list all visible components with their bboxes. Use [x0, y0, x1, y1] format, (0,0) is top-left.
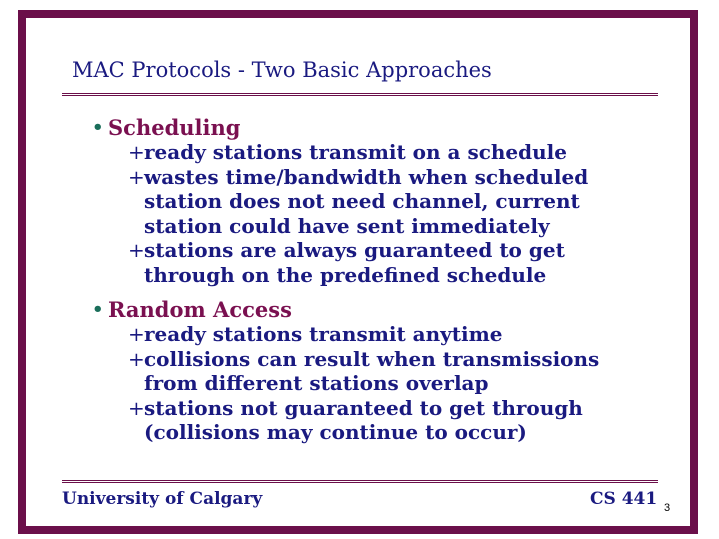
footer-university: University of Calgary: [62, 489, 263, 509]
list-item-text: ready stations transmit anytime: [144, 322, 503, 346]
bullet-icon: •: [92, 299, 104, 320]
list-item: [92, 347, 652, 396]
slide-title: MAC Protocols - Two Basic Approaches: [72, 58, 492, 82]
list-item: [92, 140, 652, 165]
bullet-heading: [92, 115, 652, 140]
list-item-text: wastes time/bandwidth when scheduled station does not need channel, current station could have sent immediately: [144, 164, 589, 238]
list-item-text: stations are always guaranteed to get through on the predefined schedule: [144, 238, 565, 287]
bullet-heading: [92, 297, 652, 322]
plus-icon: +: [128, 322, 145, 346]
title-divider: [62, 93, 658, 96]
plus-icon: +: [128, 238, 145, 262]
list-item-text: collisions can result when transmissions from different stations overlap: [144, 346, 600, 395]
list-item-text: ready stations transmit on a schedule: [144, 140, 567, 164]
plus-icon: +: [128, 395, 145, 420]
bullet-icon: •: [92, 117, 104, 138]
footer-divider: [62, 480, 658, 483]
list-item: [92, 396, 652, 445]
section-heading: Scheduling: [108, 115, 241, 140]
list-item: [92, 165, 652, 239]
list-item-text: stations not guaranteed to get through (collisions may continue to occur): [144, 395, 583, 444]
plus-icon: +: [128, 164, 145, 189]
slide-content: [92, 115, 652, 455]
page-number: 3: [664, 502, 671, 514]
section-random-access: [92, 297, 652, 445]
list-item: [92, 322, 652, 347]
list-item: [92, 238, 652, 287]
section-scheduling: [92, 115, 652, 287]
plus-icon: +: [128, 140, 145, 164]
section-heading: Random Access: [108, 297, 292, 322]
plus-icon: +: [128, 346, 145, 371]
footer-course: CS 441: [590, 489, 658, 509]
